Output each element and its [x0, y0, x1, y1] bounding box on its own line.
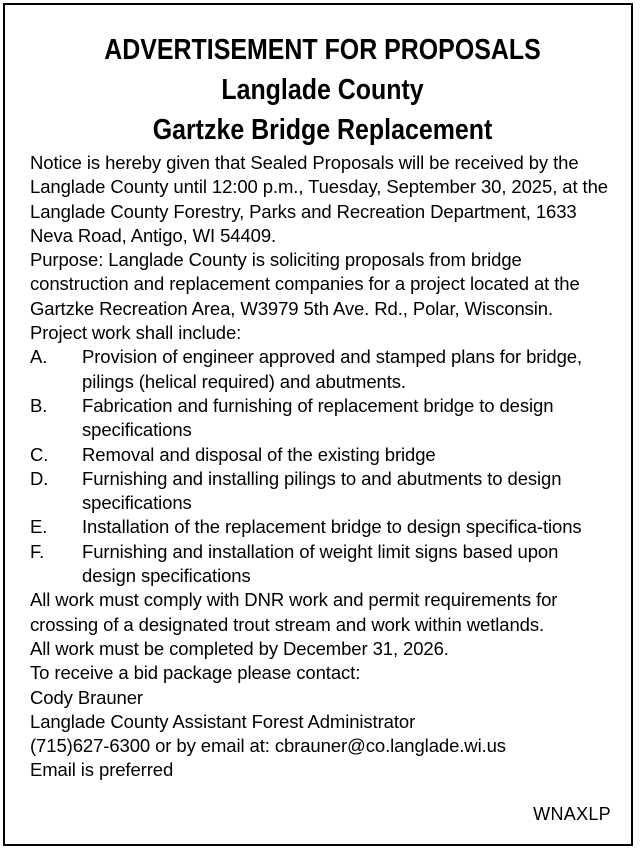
list-item-letter: C. — [30, 443, 49, 465]
heading-county: Langlade County — [221, 74, 424, 106]
compliance-paragraph: All work must comply with DNR work and permit requirements for crossing of a designated trout stream and work within wetlands. — [30, 589, 558, 635]
contact-intro: To receive a bid package please contact: — [30, 662, 361, 684]
contact-name: Cody Brauner — [30, 686, 143, 708]
list-item — [30, 467, 615, 516]
work-intro: Project work shall include: — [30, 322, 242, 344]
deadline-paragraph: All work must be completed by December 31, 2026. — [30, 637, 449, 659]
advertisement — [30, 30, 615, 783]
contact-title: Langlade County Assistant Forest Administrator — [30, 710, 416, 732]
work-items-list — [30, 345, 615, 588]
heading-title: ADVERTISEMENT FOR PROPOSALS — [104, 34, 541, 66]
list-item-letter: F. — [30, 540, 45, 562]
purpose-paragraph: Purpose: Langlade County is soliciting proposals from bridge construction and replacement companies for a project located at the Gartzke Recreation Area, W3979 5th Ave. Rd., Polar, Wisconsin. — [30, 249, 580, 319]
list-item-letter: A. — [30, 346, 48, 368]
list-item-letter: D. — [30, 467, 49, 489]
list-item — [30, 515, 615, 539]
ad-body — [30, 151, 615, 783]
list-item — [30, 394, 615, 443]
list-item-letter: E. — [30, 516, 48, 538]
notice-paragraph: Notice is hereby given that Sealed Proposals will be received by the Langlade County until 12:00 p.m., Tuesday, September 30, 2025, at the Langlade County Forestry, Parks and Recreation Department, 1633 Neva Road, Antigo, WI 54409. — [30, 152, 608, 246]
contact-phone-email: (715)627-6300 or by email at: cbrauner@co.langlade.wi.us — [30, 735, 506, 757]
list-item-text: Furnishing and installation of weight limit signs based upon design specifications — [82, 540, 559, 587]
list-item-letter: B. — [30, 394, 48, 416]
list-item-text: Removal and disposal of the existing bridge — [82, 443, 436, 465]
heading-project: Gartzke Bridge Replacement — [152, 114, 493, 146]
list-item-text: Furnishing and installing pilings to and abutments to design specifications — [82, 467, 562, 514]
list-item-text: Fabrication and furnishing of replacement bridge to design specifications — [82, 394, 554, 441]
list-item — [30, 540, 615, 589]
list-item-text: Provision of engineer approved and stamped plans for bridge, pilings (helical required) and abutments. — [82, 346, 582, 392]
list-item — [30, 345, 615, 394]
ad-code: WNAXLP — [533, 804, 611, 824]
ad-heading — [71, 30, 574, 150]
contact-preference: Email is preferred — [30, 759, 174, 781]
list-item-text: Installation of the replacement bridge to design specifica-tions — [82, 516, 582, 538]
list-item — [30, 443, 615, 467]
